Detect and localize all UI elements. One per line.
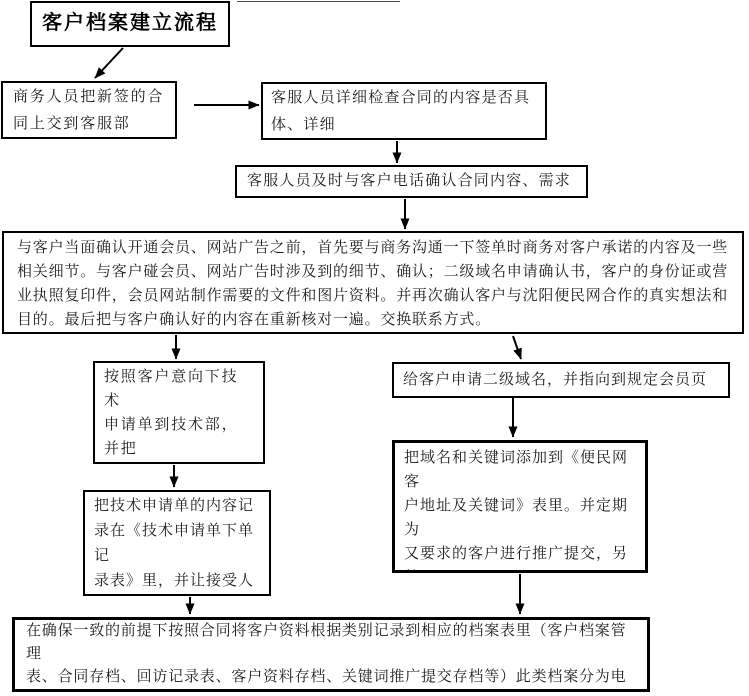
flowchart-title: 客户档案建立流程 bbox=[30, 1, 230, 47]
node-check-contract: 客服人员详细检查合同的内容是否具 体、详细 bbox=[261, 82, 547, 140]
node-submit-contract: 商务人员把新签的合 同上交到客服部 bbox=[1, 81, 177, 139]
node-add-domain-keywords: 把域名和关键词添加到《便民网客 户地址及关键词》表里。并定期为 又要求的客户进行推广提交，另 bbox=[392, 440, 648, 573]
arrow-face-to-domain bbox=[513, 336, 521, 359]
scan-artifact-line bbox=[237, 1, 400, 2]
node-record-tech-order: 把技术申请单的内容记 录在《技术申请单下单记 录表》里，并让接受人 bbox=[83, 490, 271, 596]
arrow-title-to-submit bbox=[95, 48, 123, 78]
node-archive-files: 在确保一致的前提下按照合同将客户资料根据类别记录到相应的档案表里（客户档案管理 表、合同存档、回访记录表、客户资料存档、关键词推广提交存档等）此类档案分为电 bbox=[12, 617, 650, 692]
node-phone-confirm: 客服人员及时与客户电话确认合同内容、需求 bbox=[235, 165, 588, 198]
node-face-to-face-confirm: 与客户当面确认开通会员、网站广告之前，首先要与商务沟通一下签单时商务对客户承诺的内容及一些 相关细节。与客户碰会员、网站广告时涉及到的细节、确认；二级域名申请确认书，客户的身份证或营 业执照复印件，会员网站制作需要的文件和图片资料。并再次确认客户与沈阳便民网合作的真实想法和 目的。最后把与客户确认好的内容在重新核对一遍。交换联系方式。 bbox=[2, 231, 744, 334]
node-tech-order: 按照客户意向下技术 申请单到技术部，并把 bbox=[93, 361, 265, 464]
node-apply-subdomain: 给客户申请二级域名，并指向到规定会员页 bbox=[392, 362, 730, 398]
